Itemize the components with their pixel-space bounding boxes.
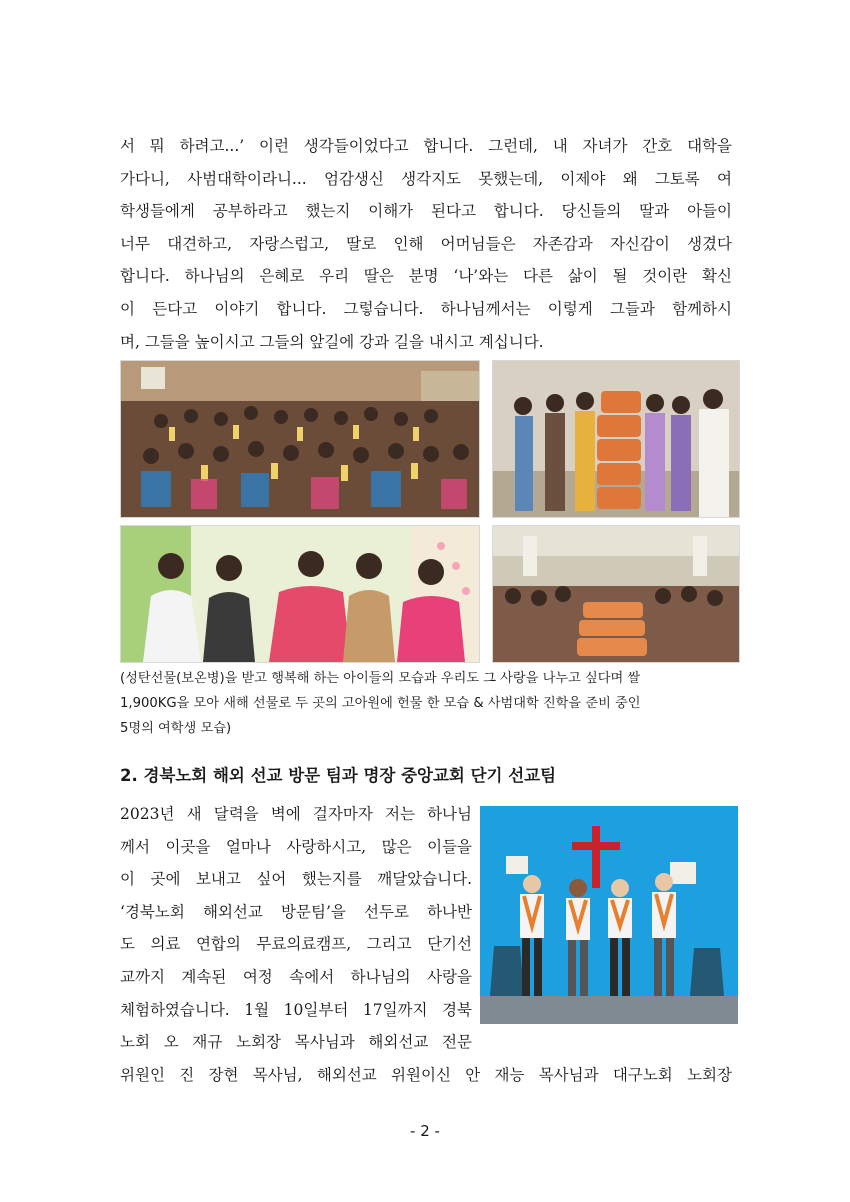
mission-team-photo <box>480 806 738 1024</box>
intro-line: 합니다. 하나님의 은혜로 우리 딸은 분명 ‘나’와는 다른 삶이 될 것이란 확신 <box>120 267 732 286</box>
group-photo-children <box>120 360 480 518</box>
section-line: ‘경북노회 해외선교 방문팀’을 선두로 하나반 <box>120 902 472 921</box>
section-line: 께서 이곳을 얼마나 사랑하시고, 많은 이들을 <box>120 837 472 856</box>
section-line: 도 의료 연합의 무료의료캠프, 그리고 단기선 <box>120 935 472 954</box>
page-number: - 2 - <box>410 1122 440 1140</box>
five-students-photo <box>120 525 480 663</box>
intro-line: 이 든다고 이야기 합니다. 그렇습니다. 하나님께서는 이렇게 그들과 함께하시 <box>120 299 732 318</box>
caption-line: 5명의 여학생 모습) <box>120 721 232 736</box>
intro-paragraph <box>120 130 732 358</box>
section-line: 2023년 새 달력을 벽에 걸자마자 저는 하나님 <box>120 805 472 823</box>
section-line: 노회 오 재규 노회장 목사님과 해외선교 전문 <box>120 1033 472 1052</box>
intro-line: 서 뭐 하려고...’ 이런 생각들이었다고 합니다. 그런데, 내 자녀가 간호 대학을 <box>120 137 732 155</box>
caption-line: (성탄선물(보온병)을 받고 행복해 하는 아이들의 모습과 우리도 그 사랑을 나누고 싶다며 쌀 <box>120 671 641 686</box>
intro-line: 너무 대견하고, 자랑스럽고, 딸로 인해 어머님들은 자존감과 자신감이 생겼다 <box>120 234 732 253</box>
intro-line: 가다니, 사범대학이라니... 엄감생신 생각지도 못했는데, 이제야 왜 그토록 여 <box>120 169 732 188</box>
rice-donation-photo <box>492 360 740 518</box>
intro-line: 며, 그들을 높이시고 그들의 앞길에 강과 길을 내시고 계십니다. <box>120 332 544 351</box>
photo-caption <box>120 666 742 741</box>
section-line: 위원인 진 장현 목사님, 해외선교 위원이신 안 재능 목사님과 대구노회 노회장 <box>120 1065 732 1084</box>
section-line: 체험하였습니다. 1월 10일부터 17일까지 경북 <box>120 1000 472 1019</box>
intro-line: 학생들에게 공부하라고 했는지 이해가 된다고 합니다. 당신들의 딸과 아들이 <box>120 202 732 221</box>
caption-line: 1,900KG을 모아 새해 선물로 두 곳의 고아원에 헌물 한 모습 & 사범대학 진학을 준비 중인 <box>120 696 641 711</box>
section-line: 이 곳에 보내고 싶어 했는지를 깨달았습니다. <box>120 870 472 889</box>
section-heading: 2. 경북노회 해외 선교 방문 팀과 명장 중앙교회 단기 선교팀 <box>120 766 557 785</box>
section-line: 교까지 계속된 여정 속에서 하나님의 사랑을 <box>120 967 472 986</box>
orphanage-hall-photo <box>492 525 740 663</box>
